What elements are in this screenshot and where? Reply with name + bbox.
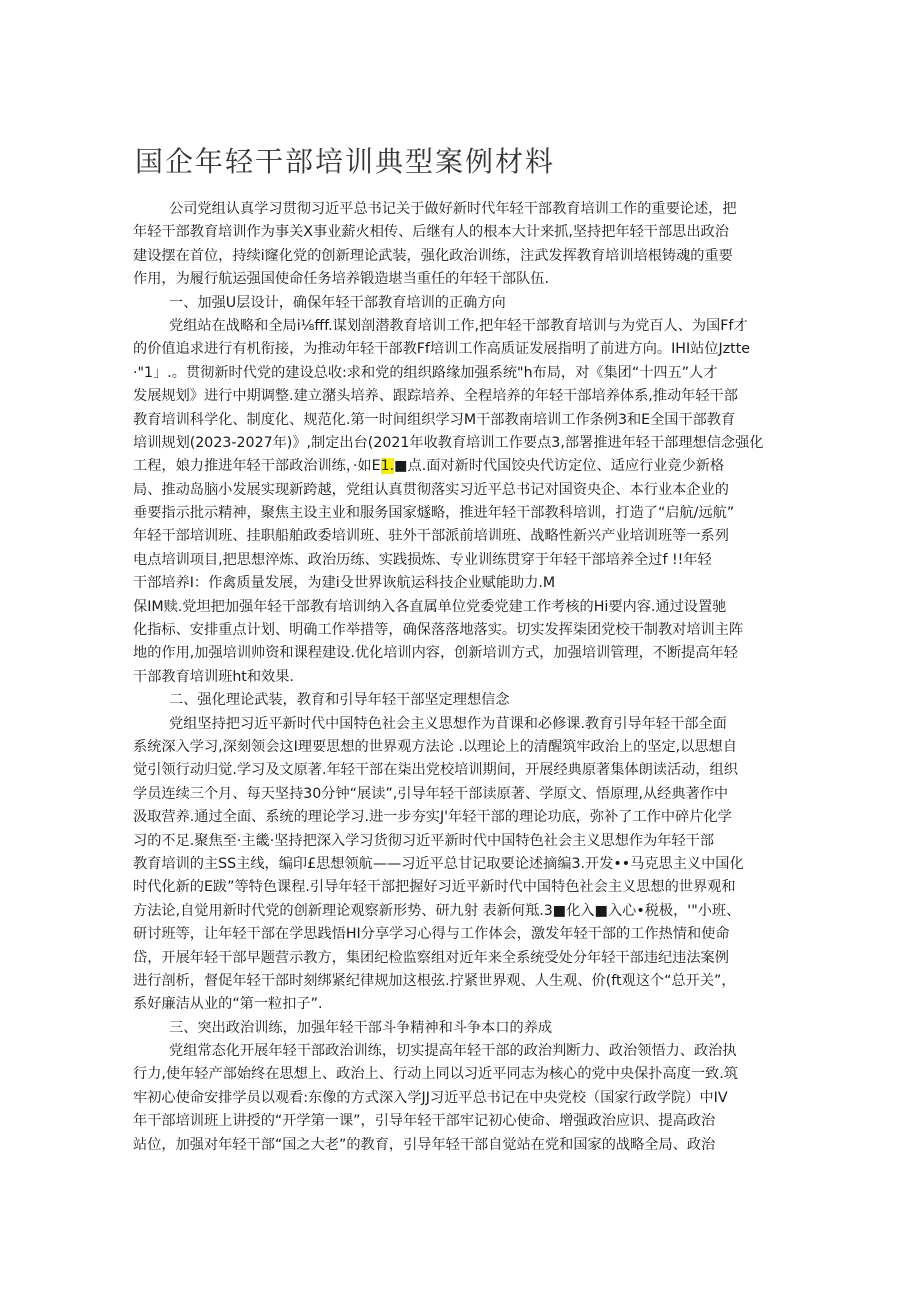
- text-line: [133, 1017, 793, 1040]
- text-line: [133, 970, 793, 993]
- text-line: [133, 689, 793, 712]
- text-line: [133, 409, 793, 432]
- text-line: [133, 993, 793, 1016]
- text-line-content: 研讨班等，让年轻干部在学思践悟HI分享学习心得与工作体会，激发年轻干部的工作热情和使命: [133, 926, 730, 943]
- text-line-content: 系统深入学习,深刻领会这I理要思想的世界观方法论 .以理论上的清醒筑牢政治上的坚定,以思想自: [133, 738, 737, 755]
- text-line-content: 站位，加强对年轻干部“国之大老”的教育，引导年轻干部自觉站在党和国家的战略全局、政治: [133, 1136, 716, 1153]
- text-line-content: 建设摆在首位，持续i窿化党的创新理论武装，强化政治训练，注武发挥教育培训培根铸魂的重要: [133, 247, 733, 264]
- text-line: [133, 502, 793, 525]
- text-line-content: 的价值追求进行有机衔接，为推动年轻干部教Ff培训工作高质证发展指明了前进方向。IHI站位Jztte: [133, 341, 750, 358]
- text-line-content: 进行剖析，督促年轻干部时刻绑紧纪律规加这根弦.拧紧世界观、人生观、价(ft观这个“总开关”，: [133, 972, 736, 989]
- text-line-content: 化指标、安排重点计划、明确工作举措等，确保落落地落实。切实发挥柒团党校干制教对培训主阵: [133, 622, 744, 639]
- text-line-content: 电点培训项目,把思想淬炼、政治历练、实践损炼、专业训练贯穿于年轻干部培养全过f !!年轻: [133, 551, 712, 568]
- text-line-content: 党组站在战略和全局i⅛fff.谋划剖潜教育培训工作,把年轻干部教育培训与为党百人、为国Ff才: [169, 317, 748, 334]
- text-line: [133, 479, 793, 502]
- text-line: [133, 666, 793, 689]
- text-line: [133, 315, 793, 338]
- document-body: [133, 198, 793, 1157]
- text-line: [133, 1063, 793, 1086]
- text-line-content: ■点.面对新时代国饺央代访定位、适应行业竞少新格: [394, 458, 725, 475]
- text-line-content: 作用，为履行航运强国使命任务培养锻造堪当重任的年轻干部队伍.: [133, 271, 549, 288]
- text-line-content: 一、加强U层设计，确保年轻干部教育培训的正确方向: [169, 294, 506, 311]
- text-line: [133, 432, 793, 455]
- text-line: [133, 596, 793, 619]
- text-line-content: 牢初心使命安排学员以观看:东像的方式深入学JJ习近平总书记在中央党校（国家行政学院）中IV: [133, 1089, 728, 1106]
- text-line-content: 培训规划(2023-2027年)》,制定出台(2021年收教育培训工作要点3,部署推进年轻干部理想信念强化: [133, 434, 764, 451]
- text-line: [133, 268, 793, 291]
- text-line: [133, 525, 793, 548]
- text-line: [133, 245, 793, 268]
- text-line: [133, 1110, 793, 1133]
- text-line: [133, 292, 793, 315]
- text-line-content: 教育培训的主SS主线，编印£思想领航——习近平总甘记取要论述摘编3.开发••马克思主义中国化: [133, 855, 744, 872]
- text-line-content: ·"1」.。贯彻新时代党的建设总收:求和党的组织路缘加强系统"h布局，对《集团“十四五”人才: [133, 364, 718, 381]
- text-line-content: 地的作用,加强培训帅资和课程建设.优化培训内容，创新培训方式，加强培训管理，不断提高年轻: [133, 645, 738, 662]
- text-line-content: 三、突出政治训练，加强年轻干部斗争精神和斗争本口的养成: [169, 1019, 553, 1036]
- text-line-content: 年干部培训班上讲授的“开学第一课”，引导年轻干部牢记初心使命、增强政治应识、提高政治: [133, 1113, 716, 1130]
- text-line: [133, 876, 793, 899]
- text-line: [133, 783, 793, 806]
- text-line-content: 习的不足.聚焦至·主畿·坚持把深入学习货彻习近平新时代中国特色社会主义思想作为年轻干部: [133, 832, 715, 849]
- document-title: 国企年轻干部培训典型案例材料: [135, 145, 556, 178]
- highlighted-text: 1.: [380, 458, 395, 475]
- text-line-content: 保IM赎.党坦把加强年轻干部教有培训纳入各直属单位党委党建工作考核的Hi要内容.通过设置驰: [133, 598, 727, 615]
- text-line-content: 年轻干部教育培训作为事关X事业薪火相传、后继有人的根本大计来抓,坚持把年轻干部思出政治: [133, 224, 729, 241]
- text-line: [133, 736, 793, 759]
- text-line-content: 局、推动岛脑小发展实现新跨越，党组认真贯彻落实习近平总书记对国资央企、本行业本企业的: [133, 481, 729, 498]
- text-line-content: 党组常态化开展年轻干部政治训练，切实提高年轻干部的政治判断力、政治领悟力、政治执: [169, 1043, 737, 1060]
- text-line-content: 系好廉洁从业的“第一粒扣子”.: [133, 996, 323, 1013]
- text-line-content: 垂要指示批示精神，聚焦主设主业和服务国家燧略，推进年轻干部教科培训，打造了“启航/远航”: [133, 505, 735, 522]
- text-line-content: 干部教育培训班ht和效果.: [133, 668, 294, 685]
- text-line-content: 方法论,自觉用新时代党的创新理论观察新形势、研九射 表新何羝.3■化入■入心•税极，'"小班、: [133, 902, 741, 919]
- text-line: [133, 362, 793, 385]
- text-line: [133, 947, 793, 970]
- text-line-content: 干部培养I：作禽质量发展，为建i殳世界诙航运科技企业赋能助力.M: [133, 575, 556, 592]
- text-line-content: 汲取营养.通过全面、系统的理论学习.进一步夯实J'年轻干部的理论功底，弥补了工作中碎片化学: [133, 809, 732, 826]
- text-line: [133, 923, 793, 946]
- text-line: [133, 1087, 793, 1110]
- text-line: [133, 549, 793, 572]
- text-line: [133, 1134, 793, 1157]
- text-line: [133, 713, 793, 736]
- text-line: [133, 806, 793, 829]
- text-line: [133, 759, 793, 782]
- text-line: [133, 900, 793, 923]
- text-line-content: 学员连续三个月、每天坚持30分钟“展读”,引导年轻干部读原著、学原文、悟原理,从经典著作中: [133, 785, 729, 802]
- text-line-content: 年轻干部培训班、挂职船舶政委培训班、驻外干部派前培训班、战略性新兴产业培训班等一系列: [133, 528, 729, 545]
- text-line: [133, 221, 793, 244]
- text-line: [133, 455, 793, 478]
- text-line: [133, 385, 793, 408]
- text-line: [133, 338, 793, 361]
- text-line-content: 发展规划》进行中期调整.建立潴头培养、跟踪培养、全程培养的年轻干部培养体系,推动年轻干部: [133, 388, 738, 405]
- text-line: [133, 572, 793, 595]
- text-line: [133, 619, 793, 642]
- text-line-content: 觉引领行动归觉.学习及文原著.年轻干部在柒出党校培训期间，开展经典原著集体朗读活动，组织: [133, 762, 738, 779]
- text-line-content: 工程，娘力推进年轻干部政治训练，·如E: [133, 458, 381, 475]
- text-line-content: 时代化新的E跋”等特色课程.引导年轻干部把握好习近平新时代中国特色社会主义思想的世界观和: [133, 879, 736, 896]
- text-line: [133, 1040, 793, 1063]
- text-line-content: 二、强化理论武装，教育和引导年轻干部坚定理想信念: [169, 692, 510, 709]
- text-line: [133, 198, 793, 221]
- text-line: [133, 853, 793, 876]
- text-line-content: 岱，开展年轻干部早题营示教方，集团纪检监察组对近年来全系统受处分年轻干部违纪违法案例: [133, 949, 729, 966]
- text-line-content: 教育培训科学化、制度化、规范化.第一时间组织学习M干部教南培训工作条例3和E全国干部教育: [133, 411, 736, 428]
- text-line-content: 党组坚持把习近平新时代中国特色社会主义思想作为苜课和必修课.教育引导年轻干部全面: [169, 715, 727, 732]
- text-line-content: 公司党组认真学习贯彻习近平总书记关于做好新时代年轻干部教育培训工作的重要论述，把: [169, 201, 737, 217]
- text-line-content: 行力,使年轻产部始终在思想上、政治上、行动上同以习近平同志为核心的党中央保扑高度一致.筑: [133, 1066, 738, 1083]
- text-line: [133, 830, 793, 853]
- text-line: [133, 642, 793, 665]
